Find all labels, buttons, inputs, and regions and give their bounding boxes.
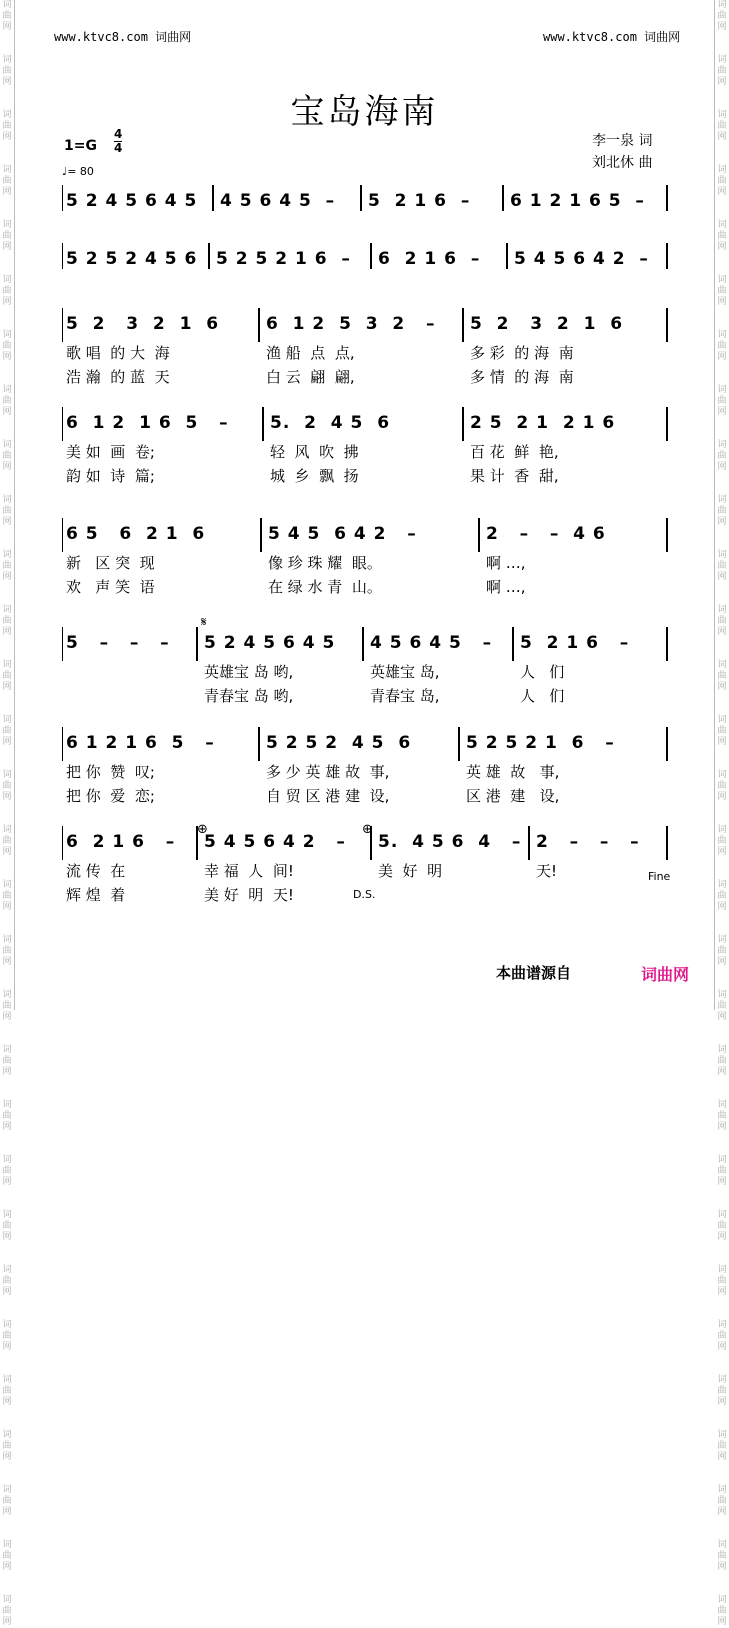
measure-notes: 2 – – 4 6 [486,524,606,544]
measure-notes: 5 2 4 5 6 4 5 [204,633,336,653]
bar-line [208,243,210,269]
measure-notes: 5 2 3 2 1 6 [66,314,220,334]
measure-notes: 4 5 6 4 5 – [220,191,336,211]
bar-line [478,518,480,552]
ds-marking: D.S. [353,888,376,901]
lyric-verse-1: 啊 …, [486,554,526,572]
coda-icon: ⊕ [197,822,208,837]
lyric-verse-2: 区 港 建 设, [466,787,560,805]
lyric-verse-2: 美 好 明 天! [204,886,294,904]
bar-line [666,243,668,269]
bar-line [62,308,63,342]
measure-notes: 5 2 5 2 1 6 – [216,249,351,269]
measure-notes: 5 2 1 6 – [520,633,630,653]
footer-brand-link[interactable]: 词曲网 [641,965,690,984]
bar-line [62,243,63,269]
lyric-verse-2: 多 情 的 海 南 [470,368,574,386]
lyric-verse-2: 在 绿 水 青 山。 [268,578,382,596]
lyric-verse-1: 轻 风 吹 拂 [270,443,359,461]
watermark-left: www.ktvc8.com 词曲网 [54,30,192,44]
lyric-verse-2: 人 们 [520,687,565,705]
key-signature: 1=G [64,138,97,154]
coda-icon-2: ⊕ [362,822,373,837]
bar-line [666,727,668,761]
lyric-verse-2: 把 你 爱 恋; [66,787,155,805]
tempo-marking [62,165,94,178]
measure-notes: 6 5 6 2 1 6 [66,524,206,544]
measure-notes: 5 – – – [66,633,170,653]
bar-line [512,627,514,661]
bar-line [666,308,668,342]
bar-line [62,518,63,552]
lyric-verse-1: 百 花 鲜 艳, [470,443,559,461]
measure-notes: 2 – – – [536,832,640,852]
lyric-verse-1: 像 珍 珠 耀 眼。 [268,554,382,572]
bar-line [666,185,668,211]
bar-line [462,407,464,441]
lyric-verse-2: 青春宝 岛 哟, [204,687,294,705]
bar-line [62,727,63,761]
measure-notes: 4 5 6 4 5 – [370,633,493,653]
watermark-right: www.ktvc8.com 词曲网 [543,30,681,44]
lyric-verse-1: 新 区 突 现 [66,554,155,572]
lyric-verse-2: 辉 煌 着 [66,886,126,904]
lyric-verse-2: 青春宝 岛, [370,687,440,705]
measure-notes: 5 2 5 2 4 5 6 [266,733,412,753]
bar-line [666,627,668,661]
bar-line [62,407,63,441]
measure-notes: 5. 4 5 6 4 – [378,832,522,852]
bar-line [62,826,63,860]
measure-notes: 5 4 5 6 4 2 – [514,249,649,269]
bar-line [462,308,464,342]
lyric-verse-1: 多 彩 的 海 南 [470,344,574,362]
footer-source-text: 本曲谱源自 [496,964,572,982]
lyric-verse-2: 韵 如 诗 篇; [66,467,155,485]
lyric-verse-1: 人 们 [520,663,565,681]
bar-line [370,243,372,269]
composer-credit: 刘北休 曲 [592,155,653,171]
lyric-verse-2: 白 云 翩 翩, [266,368,355,386]
bar-line [62,627,63,661]
lyric-verse-1: 多 少 英 雄 故 事, [266,763,390,781]
measure-notes: 6 1 2 5 3 2 – [266,314,436,334]
lyric-verse-1: 美 如 画 卷; [66,443,155,461]
lyric-verse-1: 美 好 明 [378,862,443,880]
measure-notes: 6 1 2 1 6 5 – [66,413,229,433]
bar-line [666,518,668,552]
measure-notes: 6 1 2 1 6 5 – [510,191,645,211]
fine-marking: Fine [648,870,671,883]
segno-icon: 𝄋 [201,615,207,630]
lyric-verse-2: 城 乡 飘 扬 [270,467,359,485]
lyric-verse-1: 英 雄 故 事, [466,763,560,781]
measure-notes: 6 2 1 6 – [66,832,176,852]
lyric-verse-1: 天! [536,862,558,880]
bar-line [502,185,504,211]
bar-line [62,185,63,211]
left-edge-watermark: 词 曲 网 词 曲 网 词 曲 网 词 曲 网 词 曲 网 词 曲 网 词 曲 网 词 曲 网 词 曲 网 词 曲 网 词 曲 网 词 曲 网 词 曲 网 词 曲 网 词 曲 网 词 曲 网 词 曲 网 词 曲 网 词 曲 网 词 曲 网 词 曲 网 词 曲 网 词 曲 网 词 曲 网 词 曲 网 词 曲 网 词 曲 网 词 曲 网 词 曲 网 词 曲 网 [0,0,15,1010]
lyric-verse-1: 英雄宝 岛 哟, [204,663,294,681]
lyric-verse-1: 渔 船 点 点, [266,344,355,362]
lyric-verse-2: 浩 瀚 的 蓝 天 [66,368,170,386]
quarter-note-icon: ♩ [62,165,68,178]
measure-notes: 5. 2 4 5 6 [270,413,391,433]
measure-notes: 5 2 5 2 4 5 6 [66,249,198,269]
lyric-verse-1: 歌 唱 的 大 海 [66,344,170,362]
bar-line [528,826,530,860]
lyric-verse-1: 幸 福 人 间! [204,862,294,880]
bar-line [260,518,262,552]
measure-notes: 6 1 2 1 6 5 – [66,733,215,753]
measure-notes: 5 2 4 5 6 4 5 [66,191,198,211]
bar-line [258,308,260,342]
time-signature [114,128,122,155]
bar-line [362,627,364,661]
lyric-verse-1: 英雄宝 岛, [370,663,440,681]
measure-notes: 2 5 2 1 2 1 6 [470,413,616,433]
time-signature-bottom: 4 [114,141,123,155]
tempo-value: = 80 [67,165,94,178]
bar-line [666,826,668,860]
measure-notes: 6 2 1 6 – [378,249,481,269]
right-edge-watermark: 词 曲 网 词 曲 网 词 曲 网 词 曲 网 词 曲 网 词 曲 网 词 曲 网 词 曲 网 词 曲 网 词 曲 网 词 曲 网 词 曲 网 词 曲 网 词 曲 网 词 曲 网 词 曲 网 词 曲 网 词 曲 网 词 曲 网 词 曲 网 词 曲 网 词 曲 网 词 曲 网 词 曲 网 词 曲 网 词 曲 网 词 曲 网 词 曲 网 词 曲 网 词 曲 网 [714,0,729,1010]
song-title: 宝岛海南 [290,92,439,132]
lyric-verse-1: 把 你 赞 叹; [66,763,155,781]
bar-line [506,243,508,269]
measure-notes: 5 4 5 6 4 2 – [268,524,417,544]
bar-line [458,727,460,761]
bar-line [258,727,260,761]
bar-line [212,185,214,211]
bar-line [666,407,668,441]
bar-line [360,185,362,211]
measure-notes: 5 4 5 6 4 2 – [204,832,346,852]
lyricist-credit: 李一泉 词 [592,133,653,149]
time-signature-top: 4 [114,127,123,141]
bar-line [262,407,264,441]
measure-notes: 5 2 3 2 1 6 [470,314,624,334]
lyric-verse-2: 欢 声 笑 语 [66,578,155,596]
lyric-verse-1: 流 传 在 [66,862,126,880]
bar-line [196,627,198,661]
measure-notes: 5 2 5 2 1 6 – [466,733,615,753]
lyric-verse-2: 果 计 香 甜, [470,467,559,485]
lyric-verse-2: 啊 …, [486,578,526,596]
lyric-verse-2: 自 贸 区 港 建 设, [266,787,390,805]
measure-notes: 5 2 1 6 – [368,191,471,211]
